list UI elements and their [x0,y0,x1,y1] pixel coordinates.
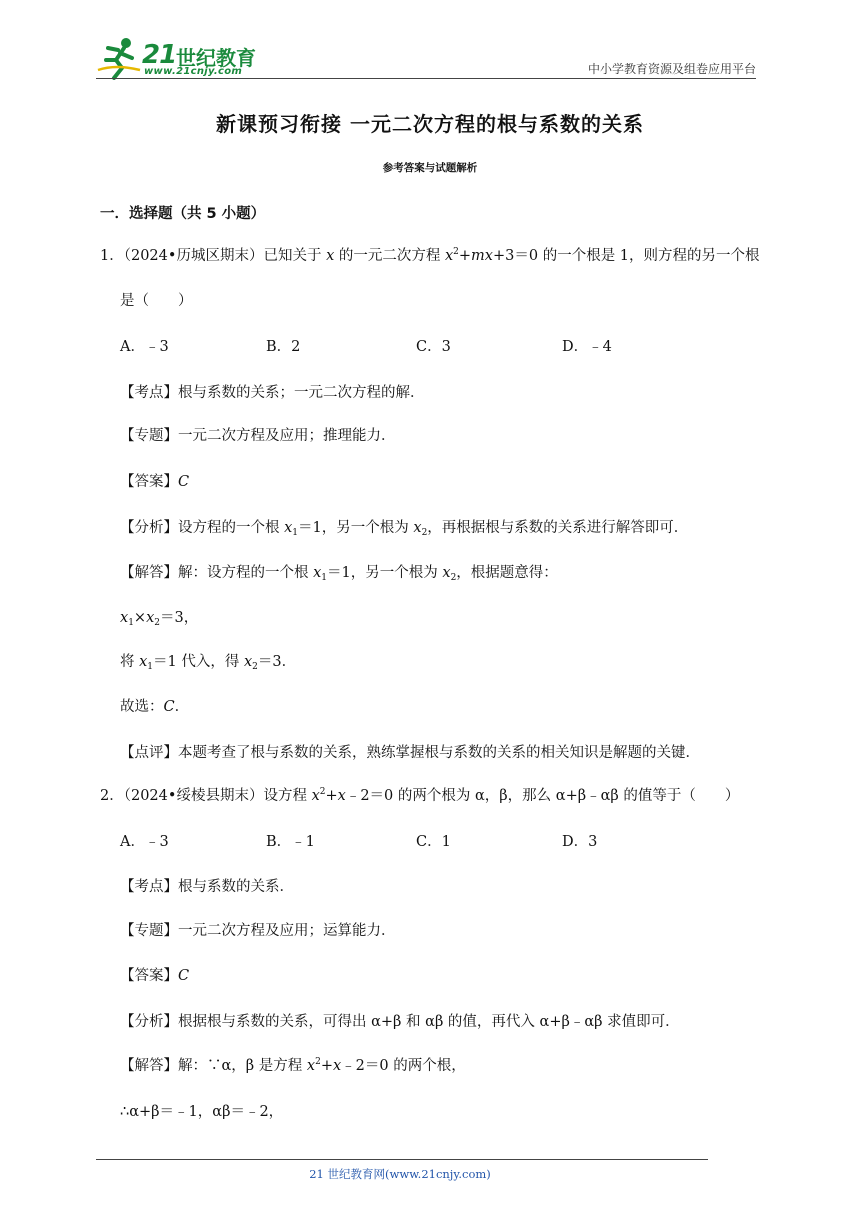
question-2-zhuanti: 【专题】一元二次方程及应用；运算能力． [120,923,396,939]
question-1-answer: 【答案】C [120,474,190,490]
question-2-stem: 2．（2024•绥棱县期末）设方程 $x^2+x﹣2=0$ 的两个根为 α，β，那么 α+β﹣αβ 的值等于（ ） [100,787,740,804]
question-1-option-b: B．2 [266,339,301,355]
question-2-fenxi: 【分析】根据根与系数的关系，可得出 α+β 和 αβ 的值，再代入 α+β﹣αβ 求值即可． [120,1014,680,1030]
question-1-stem: 1．（2024•历城区期末）已知关于 x 的一元二次方程 $x^2+mx+3=0$ 的一个根是 1，则方程的另一个根 [100,247,760,264]
logo [96,36,266,80]
runner-logo-icon [96,36,144,80]
answer-value: C [178,474,190,490]
question-number: 2． [100,788,124,804]
question-number: 1． [100,248,124,264]
question-1-step-substitute: 将 $x_1=1$ 代入，得 $x_2=3$． [120,654,297,672]
question-2-step-therefore: ∴α+β＝﹣1，αβ＝﹣2， [120,1104,284,1120]
question-source: （2024•绥棱县期末） [123,788,264,804]
question-1-step-product: $x_1\times x_2=3$， [120,610,199,628]
question-2-option-a: A．﹣3 [120,834,169,850]
question-source: （2024•历城区期末） [123,248,264,264]
logo-number: 21 [142,40,177,70]
question-1-choice: 故选：C． [120,699,190,715]
document-subtitle: 参考答案与试题解析 [382,162,478,174]
question-1-fenxi: 【分析】设方程的一个根 $x_1=1$，另一个根为 $x_2$，再根据根与系数的关系进行解答即可． [120,520,689,538]
header-divider [96,78,756,79]
question-1-stem-line2: 是（ ） [120,293,193,309]
question-2-option-d: D．3 [562,834,598,850]
question-1-kaodian: 【考点】根与系数的关系；一元二次方程的解． [120,385,425,401]
question-1-dianping: 【点评】本题考查了根与系数的关系，熟练掌握根与系数的关系的相关知识是解题的关键． [120,745,700,761]
question-1-option-c: C．3 [416,339,451,355]
question-1-option-d: D．﹣4 [562,339,612,355]
question-2-option-c: C．1 [416,834,451,850]
footer-link[interactable]: 21 世纪教育网(www.21cnjy.com) [309,1167,491,1181]
document-title: 新课预习衔接 一元二次方程的根与系数的关系 [216,112,644,136]
question-2-answer: 【答案】C [120,968,190,984]
question-2-jieda: 【解答】解：∵α，β 是方程 $x^2+x﹣2=0$ 的两个根， [120,1057,466,1074]
question-1-jieda: 【解答】解：设方程的一个根 $x_1=1$，另一个根为 $x_2$，根据题意得： [120,565,558,583]
question-1-zhuanti: 【专题】一元二次方程及应用；推理能力． [120,428,396,444]
logo-url: www.21cnjy.com [144,66,243,77]
header-tagline: 中小学教育资源及组卷应用平台 [587,62,756,76]
section-heading: 一．选择题（共 5 小题） [100,206,266,222]
footer-divider [96,1159,708,1160]
question-2-option-b: B．﹣1 [266,834,315,850]
logo-brand: 世纪教育 [176,46,256,70]
question-2-kaodian: 【考点】根与系数的关系． [120,879,294,895]
answer-value: C [178,968,190,984]
question-1-option-a: A．﹣3 [120,339,169,355]
